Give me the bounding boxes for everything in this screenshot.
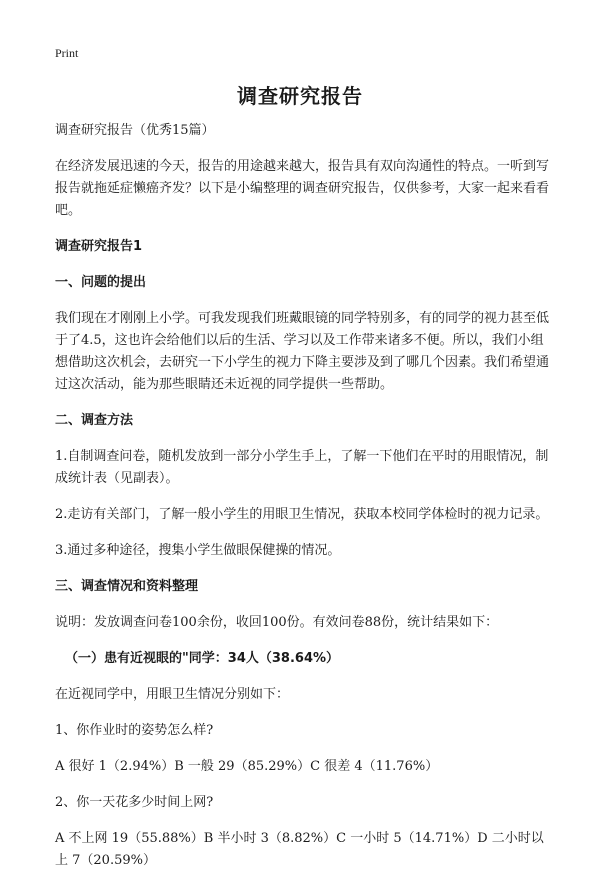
question-2-answers: A 不上网 19（55.88%）B 半小时 3（8.82%）C 一小时 5（14.71%）D 二小时以上 7（20.59%） (55, 831, 544, 868)
question-1-answers: A 很好 1（2.94%）B 一般 29（85.29%）C 很差 4（11.76%） (55, 759, 439, 774)
print-link[interactable]: Print (55, 46, 79, 60)
section3-heading: 三、调查情况和资料整理 (55, 579, 199, 594)
method-item-2: 2.走访有关部门，了解一般小学生的用眼卫生情况，获取本校同学体检时的视力记录。 (55, 507, 549, 522)
explanation-paragraph: 说明：发放调查问卷100余份，收回100份。有效问卷88份，统计结果如下： (55, 615, 499, 630)
section2-heading: 二、调查方法 (55, 413, 134, 428)
section1-paragraph: 我们现在才刚刚上小学。可我发现我们班戴眼镜的同学特别多，有的同学的视力甚至低于了4.5，这也许会给他们以后的生活、学习以及工作带来诸多不便。所以，我们小组想借助这次机会，去研究一下小学生的视力下降主要涉及到了哪几个因素。我们希望通过这次活动，能为那些眼睛还未近视的同学提供一些帮助。 (55, 311, 550, 392)
intro-paragraph: 在经济发展迅速的今天，报告的用途越来越大，报告具有双向沟通性的特点。一听到写报告就拖延症懒癌齐发？以下是小编整理的调查研究报告，仅供参考，大家一起来看看吧。 (55, 159, 550, 218)
document-title: 调查研究报告 (237, 84, 363, 108)
question-2: 2、你一天花多少时间上网? (55, 795, 214, 810)
subsection1-intro: 在近视同学中，用眼卫生情况分别如下： (55, 687, 290, 702)
report-heading: 调查研究报告1 (55, 239, 143, 254)
document-body (55, 120, 555, 886)
question-1: 1、你作业时的姿势怎么样? (55, 723, 214, 738)
document-subtitle: 调查研究报告（优秀15篇） (55, 123, 215, 138)
method-item-3: 3.通过多种途径，搜集小学生做眼保健操的情况。 (55, 543, 341, 558)
section1-heading: 一、问题的提出 (55, 275, 147, 290)
method-item-1: 1.自制调查问卷，随机发放到一部分小学生手上，了解一下他们在平时的用眼情况，制成统计表（见副表）。 (55, 449, 549, 486)
subsection1-heading: （一）患有近视眼的"同学：34人（38.64%） (65, 651, 340, 666)
